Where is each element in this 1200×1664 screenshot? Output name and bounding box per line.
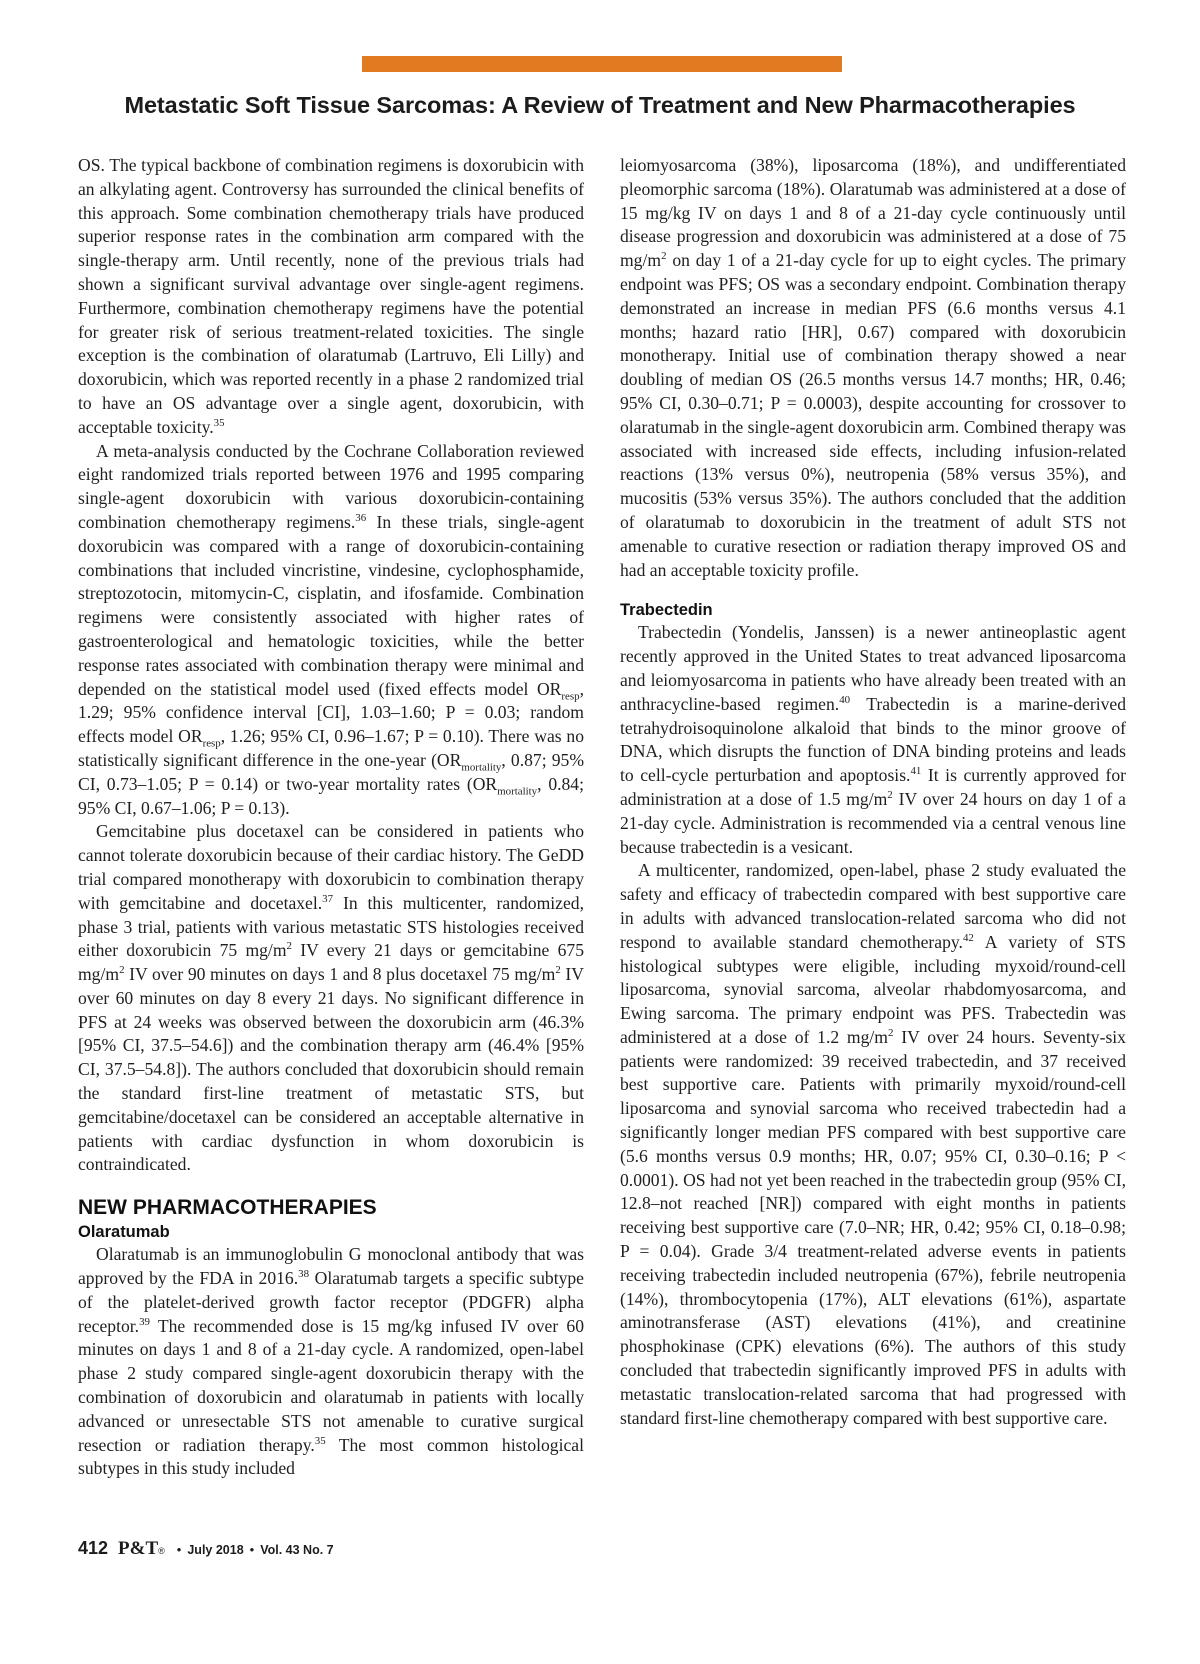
citation-ref: 42 <box>962 931 974 944</box>
citation-ref: 39 <box>139 1315 150 1328</box>
paragraph: Trabectedin (Yondelis, Janssen) is a newer antineoplastic agent recently approved in the United States to treat advanced liposarcoma and leiomyosarcoma in patients who have already been treated with an anthracycline-based regimen.$^{40}$ Trabectedin is a marine-derived tetrahydroisoquinolone alkaloid that binds to the minor groove of DNA, which disrupts the function of DNA binding proteins and leads to cell-cycle perturbation and apoptosis.$^{41}$ It is currently approved for administration at a dose of 1.5 $mg/m^2$ IV over 24 hours on day 1 of a 21-day cycle. Administration is recommended via a central venous line because trabectedin is a vesicant. <box>620 622 1127 857</box>
citation-ref: 38 <box>298 1268 310 1281</box>
paragraph: Olaratumab is an immunoglobulin G monoclonal antibody that was approved by the FDA in 2016.38 Olaratumab targets a specific subtype of the platelet-derived growth factor receptor (PDGFR) alpha receptor.$^{39}$ The recommended dose is 15 mg/kg infused IV over 60 minutes on days 1 and 8 of a 21-day cycle. A randomized, open-label phase 2 study compared single-agent doxorubicin therapy with the combination of doxorubicin and olaratumab in patients with locally advanced or unresectable STS not amenable to curative surgical resection or radiation therapy.$^{35}$ The most common histological subtypes in this study included <box>78 1244 584 1479</box>
header-accent-bar <box>362 56 842 72</box>
section-heading: NEW PHARMACOTHERAPIES <box>78 1196 377 1220</box>
paragraph: leiomyosarcoma (38%), liposarcoma (18%), and undifferentiated pleomorphic sarcoma (18%). Olaratumab was administered at a dose of 15 mg/kg IV on days 1 and 8 of a 21-day cycle continuously until disease progression and doxorubicin was administered at a dose of 75 $mg/m^2$ on day 1 of a 21-day cycle for up to eight cycles. The primary endpoint was PFS; OS was a secondary endpoint. Combination therapy demonstrated an increase in median PFS (6.6 months versus 4.1 months; hazard ratio [HR], 0.67) compared with doxorubicin monotherapy. Initial use of combination therapy showed a near doubling of median OS (26.5 months versus 14.7 months; HR, 0.46; 95% CI, 0.30–0.71; P = 0.0003), despite accounting for crossover to olaratumab in the single-agent doxorubicin arm. Combined therapy was associated with increased side effects, including infusion-related reactions (13% versus 0%), neutropenia (58% versus 35%), and mucositis (53% versus 35%). The authors concluded that the addition of olaratumab to doxorubicin in the treatment of adult STS not amenable to curative resection or radiation therapy improved OS and had an acceptable toxicity profile. <box>620 155 1126 580</box>
journal-name: P&T <box>118 1538 159 1559</box>
paragraph: OS. The typical backbone of combination regimens is doxorubicin with an alkylating agent. Controversy has surrounded the clinical benefits of this approach. Some combination chemotherapy trials have produced superior response rates in the combination arm compared with the single-therapy arm. Until recently, none of the previous trials had shown a significant survival advantage over single-agent regimens. Furthermore, combination chemotherapy regimens have the potential for greater risk of serious treatment-related toxicities. The single exception is the combination of olaratumab (Lartruvo, Eli Lilly) and doxorubicin, which was reported recently in a phase 2 randomized trial to have an OS advantage over a single agent, doxorubicin, with acceptable toxicity.$^{35}$ <box>78 155 584 437</box>
issue-date: July 2018 <box>187 1543 244 1557</box>
separator-dot: • <box>249 1542 255 1557</box>
citation-ref: 37 <box>322 892 334 905</box>
issue-volume: Vol. 43 No. 7 <box>260 1543 334 1557</box>
running-title: Metastatic Soft Tissue Sarcomas: A Review of Treatment and New Pharmacotherapies <box>124 92 1076 118</box>
separator-dot: • <box>176 1542 182 1557</box>
citation-ref: 36 <box>355 512 367 525</box>
subsection-heading: Trabectedin <box>620 601 713 620</box>
citation-ref: 35 <box>314 1434 326 1447</box>
citation-ref: 41 <box>910 765 922 778</box>
paragraph: A meta-analysis conducted by the Cochrane Collaboration reviewed eight randomized trials reported between 1976 and 1995 comparing single-agent doxorubicin with various doxorubicin-containing combination chemotherapy regimens.$^{36}$ In these trials, single-agent doxorubicin was compared with a range of doxorubicin-containing combinations that included vincristine, vindesine, cyclophosphamide, streptozotocin, mitomycin-C, cisplatin, and ifosfamide. Combination regimens were consistently associated with higher rates of gastroenterological and hematologic toxicities, while the better response rates associated with combination therapy were minimal and depended on the statistical model used (fixed effects model $OR_{resp}$, 1.29; 95% confidence interval [CI], 1.03–1.60; P = 0.03; random effects model $OR_{resp}$, 1.26; 95% CI, 0.96–1.67; P = 0.10). There was no statistically significant difference in the one-year ($OR_{mortality}$, 0.87; 95% CI, 0.73–1.05; P = 0.14) or two-year mortality rates ($OR_{mortality}$, 0.84; 95% CI, 0.67–1.06; P = 0.13). <box>78 440 585 818</box>
page-footer: 412 P&T ® • July 2018 • Vol. 43 No. 7 <box>78 1538 334 1559</box>
citation-ref: 40 <box>839 693 851 706</box>
subsection-heading: Olaratumab <box>78 1223 170 1242</box>
paragraph: Gemcitabine plus docetaxel can be considered in patients who cannot tolerate doxorubicin because of their cardiac history. The GeDD trial compared monotherapy with doxorubicin to combination therapy with gemcitabine and docetaxel.$^{37}$ In this multicenter, randomized, phase 3 trial, patients with various metastatic STS histologies received either doxorubicin 75 $mg/m^2$ IV every 21 days or gemcitabine 675 $mg/m^2$ IV over 90 minutes on days 1 and 8 plus docetaxel 75 $mg/m^2$ IV over 60 minutes on day 8 every 21 days. No significant difference in PFS at 24 weeks was observed between the doxorubicin arm (46.3% [95% CI, 37.5–54.6]) and the combination therapy arm (46.4% [95% CI, 37.5–54.8]). The authors concluded that doxorubicin should remain the standard first-line treatment of metastatic STS, but gemcitabine/docetaxel can be considered an acceptable alternative in patients with cardiac dysfunction in whom doxorubicin is contraindicated. <box>78 821 584 1175</box>
paragraph: A multicenter, randomized, open-label, phase 2 study evaluated the safety and efficacy of trabectedin compared with best supportive care in adults with advanced translocation-related sarcoma who did not respond to available standard chemotherapy.$^{42}$ A variety of STS histological subtypes were eligible, including myxoid/round-cell liposarcoma, synovial sarcoma, alveolar rhabdomyosarcoma, and Ewing sarcoma. The primary endpoint was PFS. Trabectedin was administered at a dose of 1.2 $mg/m^2$ IV over 24 hours. Seventy-six patients were randomized: 39 received trabectedin, and 37 received best supportive care. Patients with primarily myxoid/round-cell liposarcoma and synovial sarcoma who received trabectedin had a significantly longer median PFS compared with best supportive care (5.6 months versus 0.9 months; HR, 0.07; 95% CI, 0.30–0.16; P < 0.0001). OS had not yet been reached in the trabectedin group (95% CI, 12.8–not reached [NR]) compared with eight months in patients receiving best supportive care (7.0–NR; HR, 0.42; 95% CI, 0.18–0.98; P = 0.04). Grade 3/4 treatment-related adverse events in patients receiving trabectedin included neutropenia (67%), febrile neutropenia (14%), thrombocytopenia (17%), ALT elevations (61%), aspartate aminotransferase (AST) elevations (41%), and creatinine phosphokinase (CPK) elevations (6%). The authors of this study concluded that trabectedin significantly improved PFS in adults with metastatic translocation-related sarcoma that had progressed with standard first-line chemotherapy compared with best supportive care. <box>620 860 1126 1428</box>
right-column <box>620 154 1126 1430</box>
page-number: 412 <box>78 1538 109 1558</box>
left-column <box>78 154 584 1481</box>
citation-ref: 35 <box>213 416 225 429</box>
